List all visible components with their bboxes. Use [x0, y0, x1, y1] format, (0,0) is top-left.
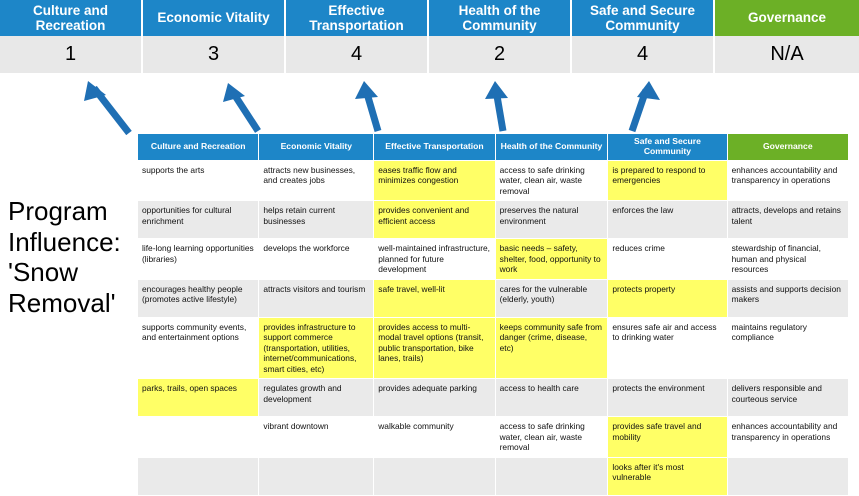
matrix-header-governance: Governance: [727, 134, 848, 161]
matrix-cell: access to safe drinking water, clean air, waste removal: [495, 160, 608, 201]
arrow-health-of-the-community-head: [485, 81, 508, 99]
matrix-cell: protects the environment: [608, 379, 727, 417]
matrix-cell: maintains regulatory compliance: [727, 317, 848, 379]
score-health-of-the-community: 2: [429, 36, 572, 73]
program-influence-caption: [8, 196, 133, 319]
score-row: [0, 36, 859, 73]
matrix-cell: develops the workforce: [259, 239, 374, 280]
matrix-cell: reduces crime: [608, 239, 727, 280]
arrow-safe-and-secure-community-head: [637, 81, 660, 100]
matrix-cell: [138, 417, 259, 458]
matrix-cell: is prepared to respond to emergencies: [608, 160, 727, 201]
matrix-row: [138, 317, 849, 379]
matrix-cell: access to health care: [495, 379, 608, 417]
matrix-cell: enforces the law: [608, 201, 727, 239]
matrix-cell: well-maintained infrastructure, planned for future development: [374, 239, 495, 280]
header-cell-economic-vitality: [143, 0, 286, 36]
matrix-cell: supports community events, and entertainment options: [138, 317, 259, 379]
matrix-row: [138, 417, 849, 458]
header-cell-culture-and-recreation: [0, 0, 143, 36]
header-label: Health of the Community: [458, 2, 541, 33]
matrix-cell: looks after it's most vulnerable: [608, 457, 727, 495]
header-label: Effective Transportation: [309, 2, 404, 33]
header-label: Governance: [747, 10, 827, 26]
matrix-cell: vibrant downtown: [259, 417, 374, 458]
header-cell-health-of-the-community: [429, 0, 572, 36]
matrix-cell: attracts new businesses, and creates jobs: [259, 160, 374, 201]
matrix-cell: provides safe travel and mobility: [608, 417, 727, 458]
matrix-row: [138, 379, 849, 417]
caption-line-2: Influence:: [8, 226, 121, 257]
matrix-cell: provides convenient and efficient access: [374, 201, 495, 239]
matrix-cell: [374, 457, 495, 495]
matrix-cell: stewardship of financial, human and physical resources: [727, 239, 848, 280]
arrow-effective-transportation-head: [355, 81, 378, 99]
score-governance: N/A: [715, 36, 859, 73]
matrix-cell: enhances accountability and transparency in operations: [727, 160, 848, 201]
matrix-cell: keeps community safe from danger (crime, disease, etc): [495, 317, 608, 379]
header-label: Safe and Secure Community: [589, 2, 696, 33]
matrix-row: [138, 201, 849, 239]
matrix-cell: cares for the vulnerable (elderly, youth): [495, 279, 608, 317]
matrix-header-culture-and-recreation: Culture and Recreation: [138, 134, 259, 161]
matrix-cell: enhances accountability and transparency in operations: [727, 417, 848, 458]
matrix-cell: basic needs – safety, shelter, food, opportunity to work: [495, 239, 608, 280]
matrix-cell: assists and supports decision makers: [727, 279, 848, 317]
header-cell-safe-and-secure-community: [572, 0, 715, 36]
caption-line-3: 'Snow: [8, 257, 79, 288]
matrix-cell: attracts visitors and tourism: [259, 279, 374, 317]
matrix-cell: life-long learning opportunities (libraries): [138, 239, 259, 280]
matrix-cell: walkable community: [374, 417, 495, 458]
score-safe-and-secure-community: 4: [572, 36, 715, 73]
matrix-cell: provides infrastructure to support commerce (transportation, utilities, internet/communications, smart cities, etc): [259, 317, 374, 379]
influence-matrix: [137, 133, 849, 496]
matrix-cell: encourages healthy people (promotes active lifestyle): [138, 279, 259, 317]
matrix-cell: supports the arts: [138, 160, 259, 201]
matrix-row: [138, 279, 849, 317]
matrix-header-effective-transportation: Effective Transportation: [374, 134, 495, 161]
header-label: Culture and Recreation: [32, 2, 108, 33]
matrix-cell: protects property: [608, 279, 727, 317]
matrix-cell: helps retain current businesses: [259, 201, 374, 239]
matrix-cell: preserves the natural environment: [495, 201, 608, 239]
matrix-header-row: [138, 134, 849, 161]
matrix-cell: access to safe drinking water, clean air, waste removal: [495, 417, 608, 458]
matrix-header-health-of-the-community: Health of the Community: [495, 134, 608, 161]
matrix-cell: provides adequate parking: [374, 379, 495, 417]
header-label: Economic Vitality: [157, 10, 270, 26]
score-culture-and-recreation: 1: [0, 36, 143, 73]
matrix-cell: delivers responsible and courteous service: [727, 379, 848, 417]
header-cell-governance: [715, 0, 859, 36]
matrix-cell: opportunities for cultural enrichment: [138, 201, 259, 239]
matrix-header-economic-vitality: Economic Vitality: [259, 134, 374, 161]
score-economic-vitality: 3: [143, 36, 286, 73]
header-cell-effective-transportation: [286, 0, 429, 36]
matrix-cell: [259, 457, 374, 495]
matrix-cell: [495, 457, 608, 495]
matrix-cell: regulates growth and development: [259, 379, 374, 417]
matrix-row: [138, 239, 849, 280]
matrix-cell: [727, 457, 848, 495]
matrix-header-safe-and-secure-community: Safe and Secure Community: [608, 134, 727, 161]
matrix-cell: attracts, develops and retains talent: [727, 201, 848, 239]
matrix-cell: eases traffic flow and minimizes congestion: [374, 160, 495, 201]
scorecard-header-row: [0, 0, 859, 36]
arrow-group: [0, 73, 859, 135]
matrix-row: [138, 160, 849, 201]
matrix-cell: safe travel, well-lit: [374, 279, 495, 317]
score-effective-transportation: 4: [286, 36, 429, 73]
matrix-cell: ensures safe air and access to drinking water: [608, 317, 727, 379]
matrix-cell: [138, 457, 259, 495]
caption-line-1: Program: [8, 196, 108, 226]
matrix-row: [138, 457, 849, 495]
caption-line-4: Removal': [8, 288, 116, 319]
matrix-cell: parks, trails, open spaces: [138, 379, 259, 417]
matrix-cell: provides access to multi-modal travel options (transit, public transportation, bike lanes, trails): [374, 317, 495, 379]
